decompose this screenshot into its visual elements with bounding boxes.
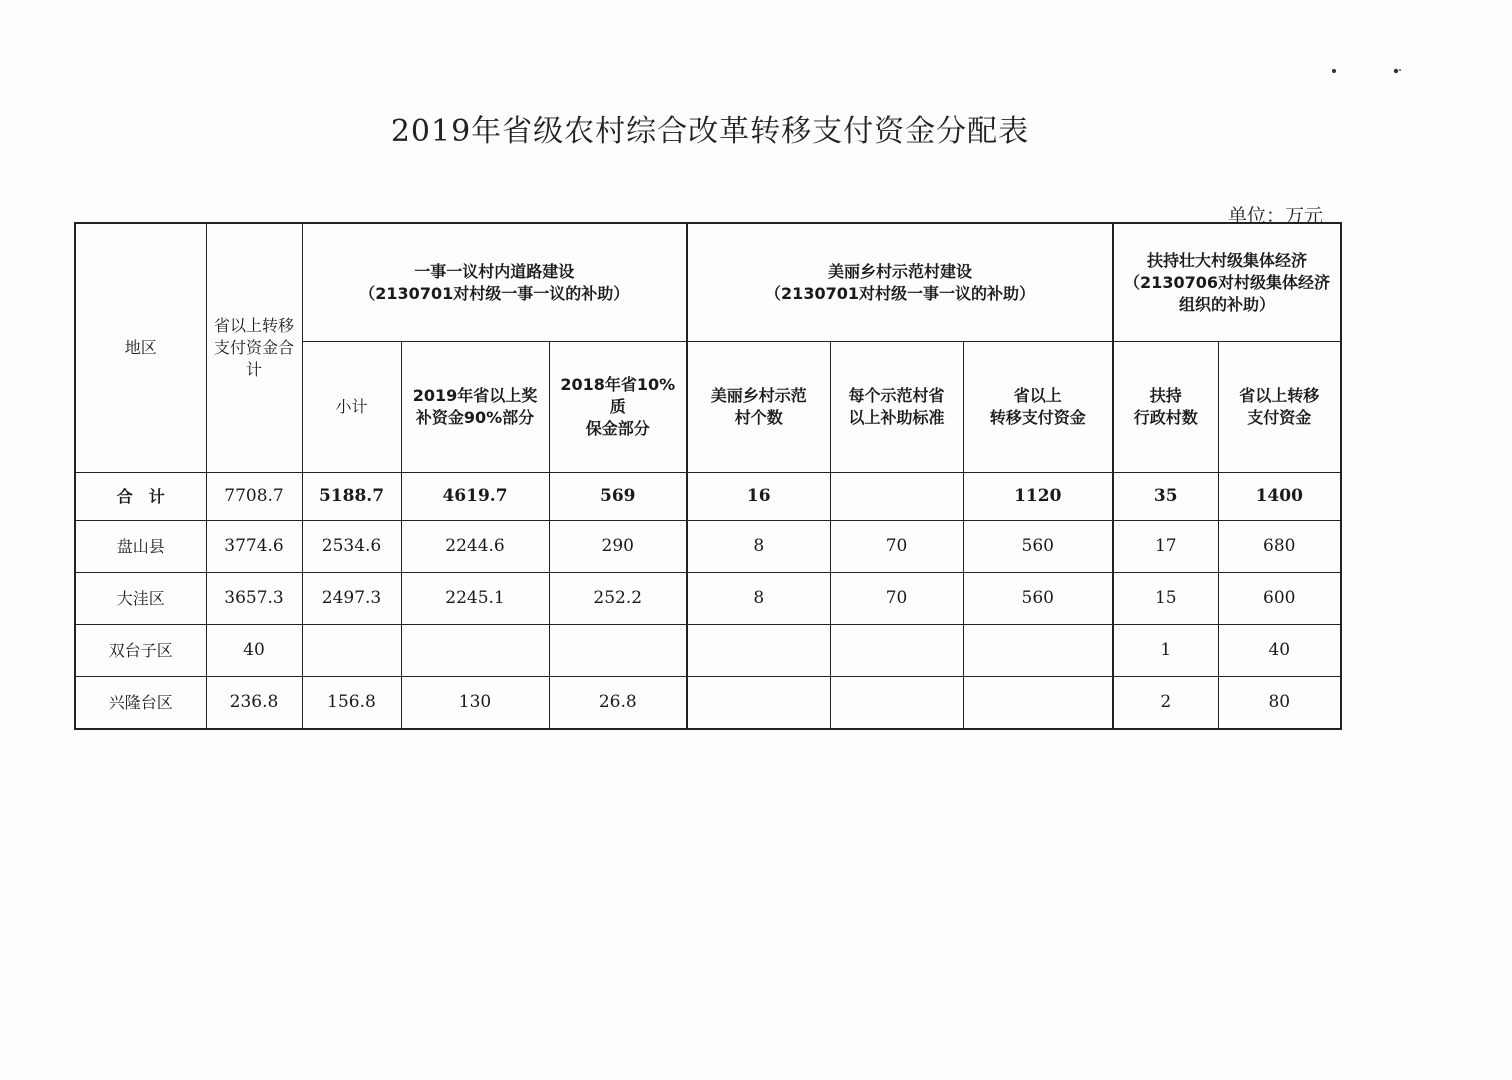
cell-total: 3657.3 [206,573,302,625]
cell-villages: 15 [1113,573,1218,625]
cell-demo-count: 8 [687,573,830,625]
header-award90-l2: 补资金90%部分 [415,408,535,427]
cell-villages: 17 [1113,521,1218,573]
cell-demo-funds [963,625,1113,677]
cell-std [830,473,963,521]
header-deposit10-l2: 保金部分 [585,419,650,438]
cell-total: 40 [206,625,302,677]
cell-region: 合 计 [75,473,206,521]
table-row [75,677,1341,730]
header-std [830,342,963,473]
header-villages-l2: 行政村数 [1133,408,1198,427]
header-demo-count-l1: 美丽乡村示范 [710,386,807,405]
cell-subtotal: 2497.3 [302,573,401,625]
header-collective-funds [1218,342,1341,473]
cell-villages: 2 [1113,677,1218,730]
header-villages-l1: 扶持 [1149,386,1182,405]
cell-villages: 35 [1113,473,1218,521]
cell-subtotal: 2534.6 [302,521,401,573]
cell-subtotal: 156.8 [302,677,401,730]
header-demo-count-l2: 村个数 [734,408,783,427]
cell-std: 70 [830,521,963,573]
header-std-l1: 每个示范村省 [848,386,945,405]
header-award90-l1: 2019年省以上奖 [412,386,538,405]
header-demo-funds-l1: 省以上 [1013,386,1062,405]
cell-std [830,625,963,677]
cell-villages: 1 [1113,625,1218,677]
cell-award90: 2245.1 [401,573,549,625]
cell-collective-funds: 40 [1218,625,1341,677]
header-total-label: 省以上转移支付资金合计 [213,316,294,379]
cell-subtotal: 5188.7 [302,473,401,521]
cell-region: 大洼区 [75,573,206,625]
header-demo-funds [963,342,1113,473]
cell-collective-funds: 680 [1218,521,1341,573]
cell-demo-count: 8 [687,521,830,573]
cell-award90: 4619.7 [401,473,549,521]
header-std-l2: 以上补助标准 [848,408,945,427]
cell-demo-funds [963,677,1113,730]
cell-total: 236.8 [206,677,302,730]
header-row-1 [75,223,1341,342]
cell-deposit10: 290 [549,521,687,573]
header-group-road-code: （2130701对村级一事一议的补助） [359,283,630,303]
header-collective-funds-l1: 省以上转移 [1239,386,1320,405]
header-region: 地区 [75,223,206,473]
cell-collective-funds: 1400 [1218,473,1341,521]
table-row [75,573,1341,625]
header-group-road [302,223,687,342]
page-title: 2019年省级农村综合改革转移支付资金分配表 [390,114,1030,149]
header-group-demo-code: （2130701对村级一事一议的补助） [765,283,1035,303]
header-group-collective-code: （2130706对村级集体经济 [1124,272,1330,292]
header-demo-funds-l2: 转移支付资金 [989,408,1086,427]
cell-region: 双台子区 [75,625,206,677]
header-group-demo-title: 美丽乡村示范村建设 [828,261,973,281]
cell-demo-count [687,677,830,730]
cell-demo-funds: 560 [963,521,1113,573]
header-group-collective [1113,223,1341,342]
header-group-road-title: 一事一议村内道路建设 [414,261,575,281]
header-total [206,223,302,473]
cell-std [830,677,963,730]
cell-deposit10 [549,625,687,677]
table-row [75,521,1341,573]
cell-region: 盘山县 [75,521,206,573]
header-villages [1113,342,1218,473]
unit-label: 单位：万元 [1228,205,1324,227]
cell-total: 7708.7 [206,473,302,521]
cell-award90: 2244.6 [401,521,549,573]
cell-region: 兴隆台区 [75,677,206,730]
cell-subtotal [302,625,401,677]
cell-demo-count: 16 [687,473,830,521]
table-row-total [75,473,1341,521]
cell-demo-funds: 1120 [963,473,1113,521]
cell-collective-funds: 600 [1218,573,1341,625]
cell-deposit10: 26.8 [549,677,687,730]
scan-specks [1330,66,1410,78]
cell-std: 70 [830,573,963,625]
cell-collective-funds: 80 [1218,677,1341,730]
header-award90 [401,342,549,473]
header-deposit10-l1: 2018年省10%质 [560,375,676,416]
header-deposit10 [549,342,687,473]
cell-demo-count [687,625,830,677]
table-row [75,625,1341,677]
header-group-collective-code2: 组织的补助） [1179,294,1276,314]
header-subtotal: 小计 [302,342,401,473]
header-group-demo [687,223,1113,342]
header-group-collective-title: 扶持壮大村级集体经济 [1147,250,1308,270]
allocation-table [74,222,1342,730]
cell-deposit10: 569 [549,473,687,521]
cell-demo-funds: 560 [963,573,1113,625]
cell-total: 3774.6 [206,521,302,573]
cell-deposit10: 252.2 [549,573,687,625]
header-demo-count [687,342,830,473]
header-collective-funds-l2: 支付资金 [1247,408,1312,427]
cell-award90 [401,625,549,677]
cell-award90: 130 [401,677,549,730]
